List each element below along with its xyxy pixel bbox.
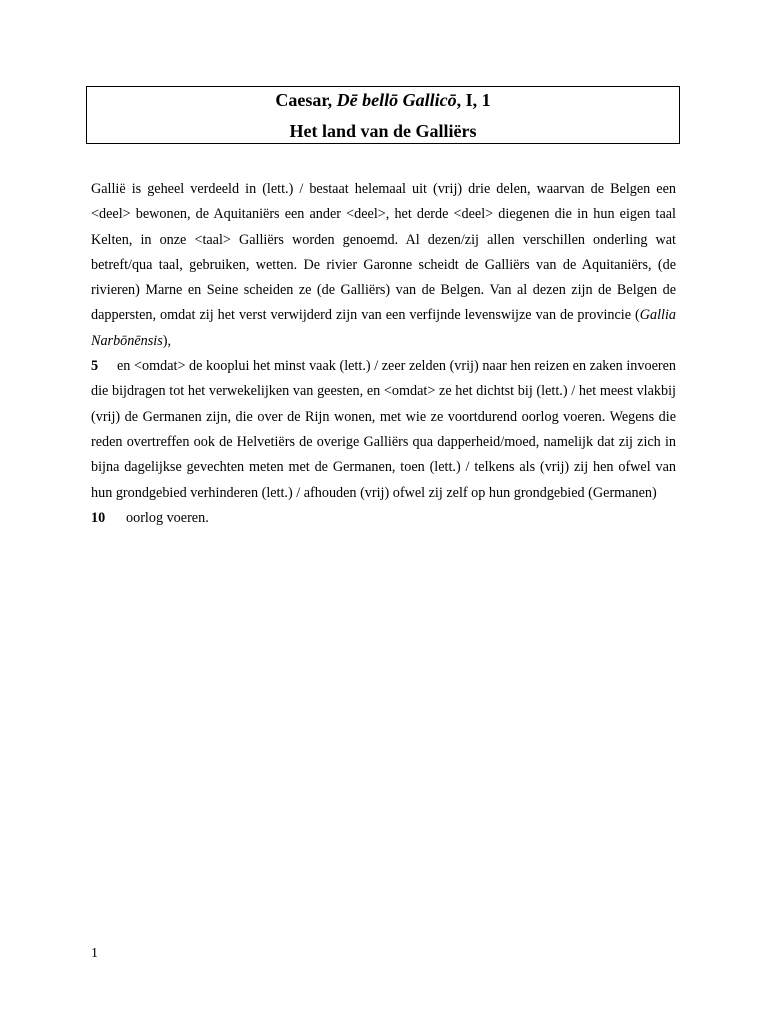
paragraph-3 <box>91 506 676 531</box>
title-author: Caesar, <box>275 90 337 110</box>
line-number-10: 10 <box>91 509 106 526</box>
title-work: Dē bellō Gallicō <box>336 90 457 110</box>
paragraph-2-text: en <omdat> de kooplui het minst vaak (lett.) / zeer zelden (vrij) naar hen reizen en zaken invoeren die bijdragen tot het verwekelijken van geesten, en <omdat> ze het dichtst bij (lett.) / het meest vlakbij (vrij) de Germanen zijn, die over de Rijn wonen, met wie ze voortdurend oorlog voeren. Wegens die reden overtreffen ook de Helvetiërs de overige Galliërs qua dapperheid/moed, namelijk dat zij zich in bijna dagelijkse gevechten meten met de Germanen, toen (lett.) / telkens als (vrij) zij hen ofwel van hun grondgebied verhinderen (lett.) / afhouden (vrij) ofwel zij zelf op hun grondgebied (Germanen) <box>91 358 676 501</box>
document-title <box>87 88 679 112</box>
paragraph-1-text-b: ), <box>162 332 172 349</box>
paragraph-1 <box>91 177 676 354</box>
paragraph-2 <box>91 354 676 506</box>
title-box <box>86 86 680 144</box>
title-reference: , I, 1 <box>456 90 491 110</box>
page-number: 1 <box>91 946 98 961</box>
paragraph-1-text-a: Gallië is geheel verdeeld in (lett.) / bestaat helemaal uit (vrij) drie delen, waarvan de Belgen een <deel> bewonen, de Aquitaniërs een ander <deel>, het derde <deel> diegenen die in hun eigen taal Kelten, in onze <taal> Galliërs worden genoemd. Al dezen/zij allen verschillen onderling wat betreft/qua taal, gebruiken, wetten. De rivier Garonne scheidt de Galliërs van de Aquitaniërs, (de rivieren) Marne en Seine scheiden ze (de Galliërs) van de Belgen. Van al dezen zijn de Belgen de dappersten, omdat zij het verst verwijderd zijn van een verfijnde levenswijze van de provincie ( <box>91 181 676 324</box>
paragraph-1-italic: Gallia Narbōnēnsis <box>91 307 676 349</box>
translation-body <box>91 177 676 531</box>
document-subtitle: Het land van de Galliërs <box>289 121 477 141</box>
paragraph-3-text: oorlog voeren. <box>126 509 209 526</box>
line-number-5: 5 <box>91 358 99 375</box>
